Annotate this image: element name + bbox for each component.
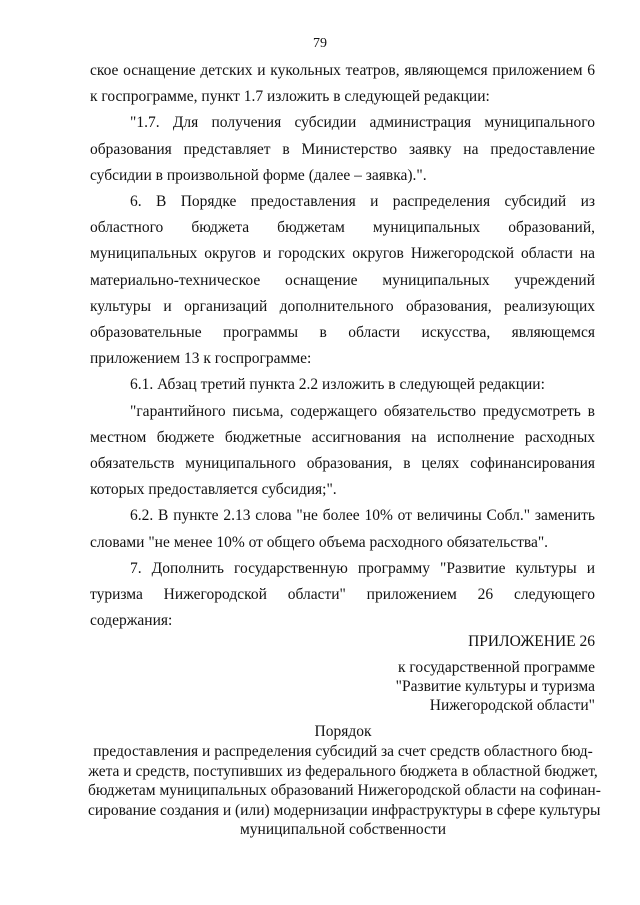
appendix-line: Нижегородской области" [429, 697, 595, 714]
paragraph: "1.7. Для получения субсидии администрация муниципального образования представляет в Министерство заявку на предоставление субсидии в произвольной форме (далее – заявка).". [90, 114, 595, 184]
paragraph: "гарантийного письма, содержащего обязательство предусмотреть в местном бюджете бюджетные ассигнования на исполнение расходных обязательств муниципального образования, в целях софинансирования которых предоставляется субсидия;". [90, 402, 595, 499]
paragraph: 6.1. Абзац третий пункта 2.2 изложить в следующей редакции: [130, 376, 545, 394]
procedure-title-line: бюджетам муниципальных образований Нижегородской области на софинан- [88, 782, 601, 799]
paragraph: 6. В Порядке предоставления и распределения субсидий из областного бюджета бюджетам муниципальных образований, муниципальных округов и городских округов Нижегородской области на материально-техническое оснащение муниципальных учреждений культуры и организаций дополнительного образования, реализующих образовательные программы в области искусства, являющемся приложением 13 к госпрограмме: [90, 193, 595, 368]
paragraph: 6.2. В пункте 2.13 слова "не более 10% от величины Собл." заменить словами "не менее 10% от общего объема расходного обязательства". [90, 507, 595, 551]
page-number: 79 [313, 36, 327, 51]
appendix-title: ПРИЛОЖЕНИЕ 26 [468, 633, 595, 650]
appendix-header [275, 632, 595, 715]
procedure-heading: Порядок [314, 723, 372, 740]
procedure-title-line: муниципальной собственности [239, 821, 447, 838]
procedure-title-line: предоставления и распределения субсидий за счет средств областного бюд- [93, 743, 593, 760]
procedure-title-line: жета и средств, поступивших из федерального бюджета в областной бюджет, [88, 762, 598, 780]
document-body [90, 58, 595, 634]
appendix-line: "Развитие культуры и туризма [395, 678, 595, 695]
paragraph: 7. Дополнить государственную программу "Развитие культуры и туризма Нижегородской области" приложением 26 следующего содержания: [90, 559, 595, 630]
appendix-line: к государственной программе [397, 659, 595, 676]
procedure-title-line: сирование создания и (или) модернизации инфраструктуры в сфере культуры [88, 801, 601, 819]
procedure-title-block [88, 722, 601, 840]
paragraph: ское оснащение детских и кукольных театров, являющемся приложением 6 к госпрограмме, пункт 1.7 изложить в следующей редакции: [90, 62, 595, 106]
